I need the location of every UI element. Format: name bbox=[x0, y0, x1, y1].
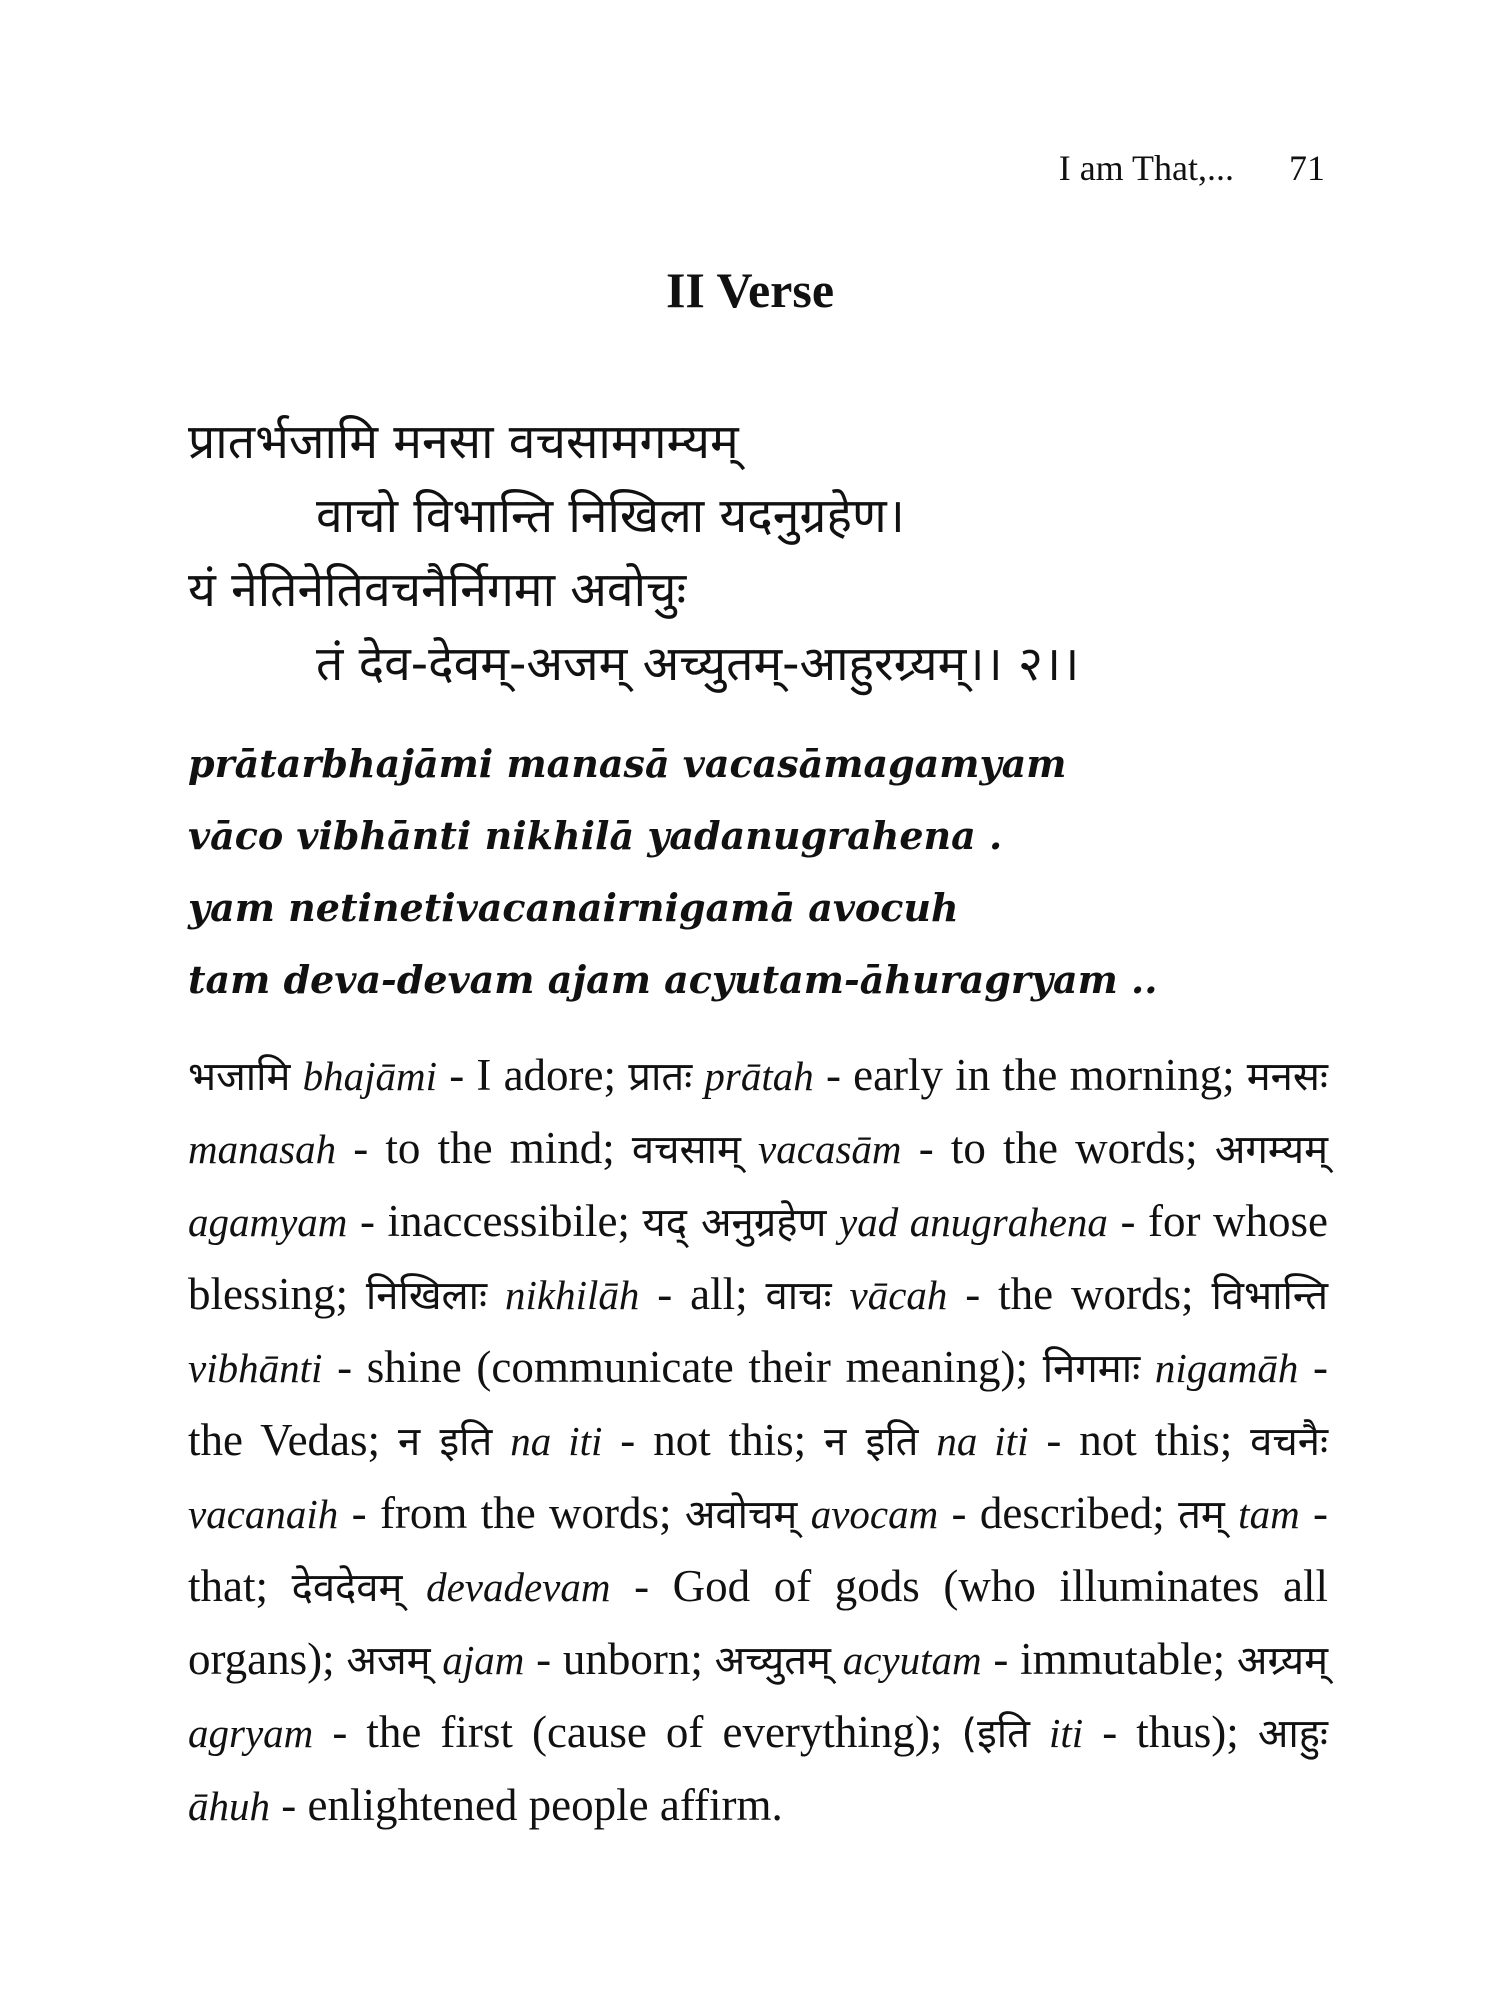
glossary-entry bbox=[628, 1050, 1234, 1100]
glossary-devanagari: न इति bbox=[397, 1419, 493, 1465]
glossary-meaning: - described; bbox=[951, 1488, 1165, 1538]
glossary-transliteration: na iti bbox=[936, 1418, 1029, 1464]
glossary-entry bbox=[366, 1269, 748, 1319]
glossary-devanagari: निखिलाः bbox=[365, 1273, 488, 1319]
glossary-meaning: - immutable; bbox=[993, 1634, 1226, 1684]
glossary-meaning: - the first (cause of everything); bbox=[332, 1707, 943, 1757]
glossary-devanagari: निगमाः bbox=[1042, 1346, 1141, 1392]
glossary-devanagari: प्रातः bbox=[628, 1054, 693, 1100]
sanskrit-line: प्रातर्भजामि मनसा वचसामगम्यम् bbox=[188, 414, 739, 470]
glossary-meaning: - God of gods (who illuminates all organs); bbox=[188, 1561, 1329, 1684]
glossary-transliteration: vācah bbox=[849, 1272, 948, 1318]
sanskrit-line: यं नेतिनेतिवचनैर्निगमा अवोचुः bbox=[188, 562, 687, 618]
sanskrit-line: वाचो विभान्ति निखिला यदनुग्रहेण। bbox=[316, 488, 905, 544]
glossary-meaning: - early in the morning; bbox=[825, 1050, 1235, 1100]
glossary-devanagari: न इति bbox=[824, 1419, 919, 1465]
glossary-transliteration: manasah bbox=[188, 1126, 337, 1172]
glossary-devanagari: वाचः bbox=[765, 1273, 832, 1319]
glossary-meaning: - shine (communicate their meaning); bbox=[337, 1342, 1029, 1392]
glossary-transliteration: bhajāmi bbox=[302, 1053, 438, 1099]
glossary-transliteration: agamyam bbox=[188, 1199, 348, 1245]
glossary-meaning: - for whose blessing; bbox=[188, 1196, 1329, 1319]
glossary-transliteration: yad anugrahena bbox=[839, 1199, 1108, 1245]
glossary-transliteration: vacanaih bbox=[188, 1491, 339, 1537]
glossary-meaning: - I adore; bbox=[449, 1050, 617, 1100]
glossary-devanagari: अवोचम् bbox=[684, 1492, 798, 1538]
glossary-transliteration: na iti bbox=[510, 1418, 603, 1464]
glossary-transliteration: nikhilāh bbox=[505, 1272, 640, 1318]
glossary-transliteration: devadevam bbox=[426, 1564, 611, 1610]
glossary-entry bbox=[188, 1050, 616, 1100]
glossary-meaning: - from the words; bbox=[351, 1488, 672, 1538]
glossary-devanagari: भजामि bbox=[188, 1054, 291, 1100]
glossary-meaning: - all; bbox=[657, 1269, 748, 1319]
glossary-meaning: - to the mind; bbox=[353, 1123, 615, 1173]
glossary-devanagari: वचनैः bbox=[1250, 1419, 1329, 1465]
glossary-transliteration: nigamāh bbox=[1154, 1345, 1299, 1391]
glossary-devanagari: अच्युतम् bbox=[714, 1638, 831, 1684]
glossary-devanagari: यद् अनुग्रहेण bbox=[642, 1200, 827, 1246]
glossary-transliteration: prātah bbox=[704, 1053, 814, 1099]
glossary-transliteration: ajam bbox=[442, 1637, 525, 1683]
glossary-devanagari: वचसाम् bbox=[631, 1127, 741, 1173]
glossary-transliteration: avocam bbox=[810, 1491, 939, 1537]
glossary-meaning: - inaccessibile; bbox=[359, 1196, 630, 1246]
sanskrit-verse bbox=[188, 405, 1338, 701]
glossary-transliteration: vibhānti bbox=[188, 1345, 323, 1391]
glossary-transliteration: iti bbox=[1048, 1710, 1084, 1756]
glossary-entry bbox=[715, 1634, 1225, 1684]
glossary-transliteration: vacasām bbox=[758, 1126, 902, 1172]
running-head bbox=[1059, 148, 1325, 188]
glossary-devanagari: अगम्यम् bbox=[1214, 1127, 1329, 1173]
glossary-meaning: - unborn; bbox=[536, 1634, 703, 1684]
glossary-meaning: - thus); bbox=[1102, 1707, 1239, 1757]
glossary-devanagari: अजम् bbox=[346, 1638, 431, 1684]
page-number: 71 bbox=[1289, 148, 1325, 188]
glossary-meaning: - not this; bbox=[620, 1415, 807, 1465]
glossary-entry bbox=[632, 1123, 1198, 1173]
glossary-entry bbox=[346, 1634, 702, 1684]
transliteration-line: vāco vibhānti nikhilā yadanugrahena . bbox=[188, 813, 1003, 858]
glossary-entry bbox=[961, 1707, 1238, 1757]
transliteration-line: yam netinetivacanairnigamā avocuh bbox=[188, 885, 959, 930]
running-title: I am That,... bbox=[1058, 148, 1234, 188]
glossary-devanagari: देवदेवम् bbox=[291, 1565, 403, 1611]
sanskrit-line: तं देव-देवम्-अजम् अच्युतम्-आहुरग्र्यम्।। २।। bbox=[316, 636, 1080, 692]
glossary-devanagari: मनसः bbox=[1246, 1054, 1329, 1100]
glossary-devanagari: अग्र्यम् bbox=[1236, 1638, 1329, 1684]
glossary-devanagari: तम् bbox=[1178, 1492, 1225, 1538]
glossary-entry bbox=[824, 1415, 1232, 1465]
glossary-transliteration: āhuh bbox=[188, 1783, 270, 1829]
glossary-meaning: - enlightened people affirm. bbox=[281, 1780, 783, 1830]
glossary-devanagari: (इति bbox=[961, 1711, 1030, 1757]
glossary-entry bbox=[398, 1415, 806, 1465]
glossary-transliteration: tam bbox=[1238, 1491, 1300, 1537]
transliteration-line: prātarbhajāmi manasā vacasāmagamyam bbox=[188, 741, 1067, 786]
glossary-transliteration: acyutam bbox=[842, 1637, 982, 1683]
glossary-meaning: - not this; bbox=[1046, 1415, 1233, 1465]
transliteration-line: tam deva-devam ajam acyutam-āhuragryam .. bbox=[188, 957, 1158, 1002]
glossary-entry bbox=[685, 1488, 1165, 1538]
glossary-devanagari: आहुः bbox=[1257, 1711, 1329, 1757]
glossary-entry bbox=[766, 1269, 1194, 1319]
glossary-transliteration: agryam bbox=[188, 1710, 314, 1756]
word-glossary bbox=[188, 1040, 1328, 1842]
glossary-meaning: - that; bbox=[188, 1488, 1328, 1611]
glossary-meaning: - the words; bbox=[965, 1269, 1194, 1319]
transliteration bbox=[188, 728, 1338, 1016]
glossary-meaning: - to the words; bbox=[918, 1123, 1198, 1173]
glossary-meaning: - the Vedas; bbox=[188, 1342, 1329, 1465]
glossary-devanagari: विभान्ति bbox=[1211, 1273, 1328, 1319]
verse-title: II Verse bbox=[665, 262, 835, 318]
